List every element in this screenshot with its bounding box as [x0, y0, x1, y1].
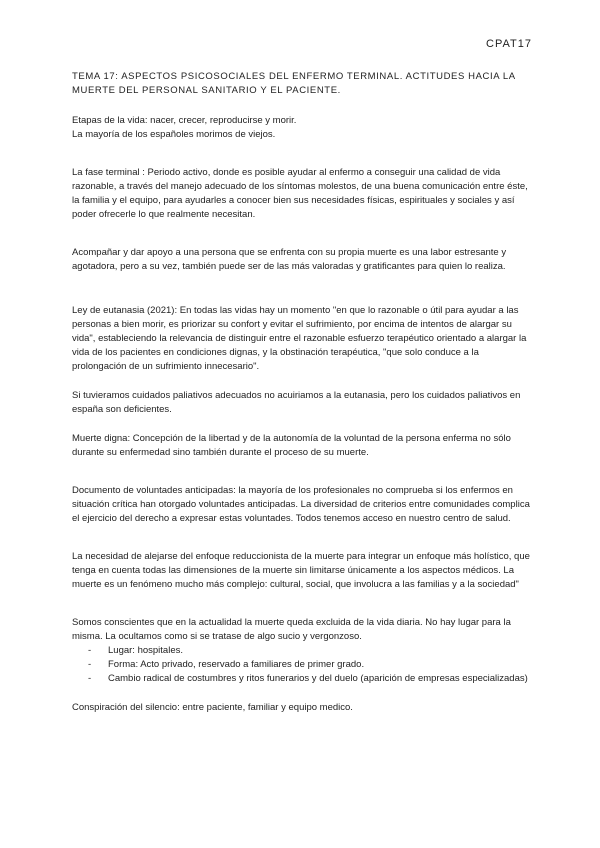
paragraph-dignified-death: Muerte digna: Concepción de la libertad y de la autonomía de la voluntad de la persona enferma no sólo durante su enfermedad sino también durante el proceso de su muerte.: [72, 433, 511, 458]
document-body: [72, 70, 532, 715]
list-item: - Lugar: hospitales.: [72, 644, 532, 658]
list-item: - Forma: Acto privado, reservado a familiares de primer grado.: [72, 658, 532, 672]
paragraph-conspiracy-silence: Conspiración del silencio: entre paciente, familiar y equipo medico.: [72, 702, 353, 713]
stages-line: La mayoría de los españoles morimos de viejos.: [72, 129, 276, 140]
page-title: TEMA 17: ASPECTOS PSICOSOCIALES DEL ENFERMO TERMINAL. ACTITUDES HACIA LA MUERTE DEL PERSONAL SANITARIO Y EL PACIENTE.: [72, 71, 516, 96]
bullet-list: [72, 644, 532, 686]
paragraph-palliative-care: Si tuvieramos cuidados paliativos adecuados no acuiriamos a la eutanasia, pero los cuidados paliativos en españa son deficientes.: [72, 390, 521, 415]
list-item: - Cambio radical de costumbres y ritos funerarios y del duelo (aparición de empresas especializadas): [72, 672, 532, 686]
paragraph-accompany: Acompañar y dar apoyo a una persona que se enfrenta con su propia muerte es una labor estresante y agotadora, pero a su vez, también puede ser de las más valoradas y gratificantes para quien lo realiza.: [72, 247, 507, 272]
paragraph-advance-directives: Documento de voluntades anticipadas: la mayoría de los profesionales no comprueba si los enfermos en situación crítica han otorgado voluntades anticipadas. La diversidad de criterios entre comunidades complica el ejercicio del derecho a expresar estas voluntades. Todos tenemos acceso en nuestro centro de salud.: [72, 485, 530, 524]
paragraph-terminal-phase: La fase terminal : Periodo activo, donde es posible ayudar al enfermo a conseguir una calidad de vida razonable, a través del manejo adecuado de los síntomas molestos, de una buena comunicación entre éste, la familia y el equipo, para ayudarles a conocer bien sus necesidades físicas, espirituales y sociales y así poder ofrecerle lo que realmente necesitan.: [72, 167, 528, 220]
stages-line: Etapas de la vida: nacer, crecer, reproducirse y morir.: [72, 115, 297, 126]
paragraph-holistic-approach: La necesidad de alejarse del enfoque reduccionista de la muerte para integrar un enfoque más holístico, que tenga en cuenta todas las dimensiones de la muerte sin limitarse únicamente a los aspectos médicos. La muerte es un fenómeno mucho más complejo: cultural, social, que involucra a las familias y a la sociedad": [72, 551, 530, 590]
paragraph-death-excluded: Somos conscientes que en la actualidad la muerte queda excluida de la vida diaria. No hay lugar para la misma. La ocultamos como si se tratase de algo sucio y vergonzoso.: [72, 617, 511, 642]
document-code: CPAT17: [486, 38, 532, 50]
paragraph-euthanasia-law: Ley de eutanasia (2021): En todas las vidas hay un momento "en que lo razonable o útil para ayudar a las personas a bien morir, es priorizar su confort y evitar el sufrimiento, por encima de intentos de alargar su vida", estableciendo la relevancia de distinguir entre el razonable esfuerzo terapéutico orientado a alargar la vida de los pacientes en condiciones dignas, y la obstinación terapéutica, "que solo conduce a la prolongación de un sufrimiento innecesario".: [72, 305, 527, 372]
